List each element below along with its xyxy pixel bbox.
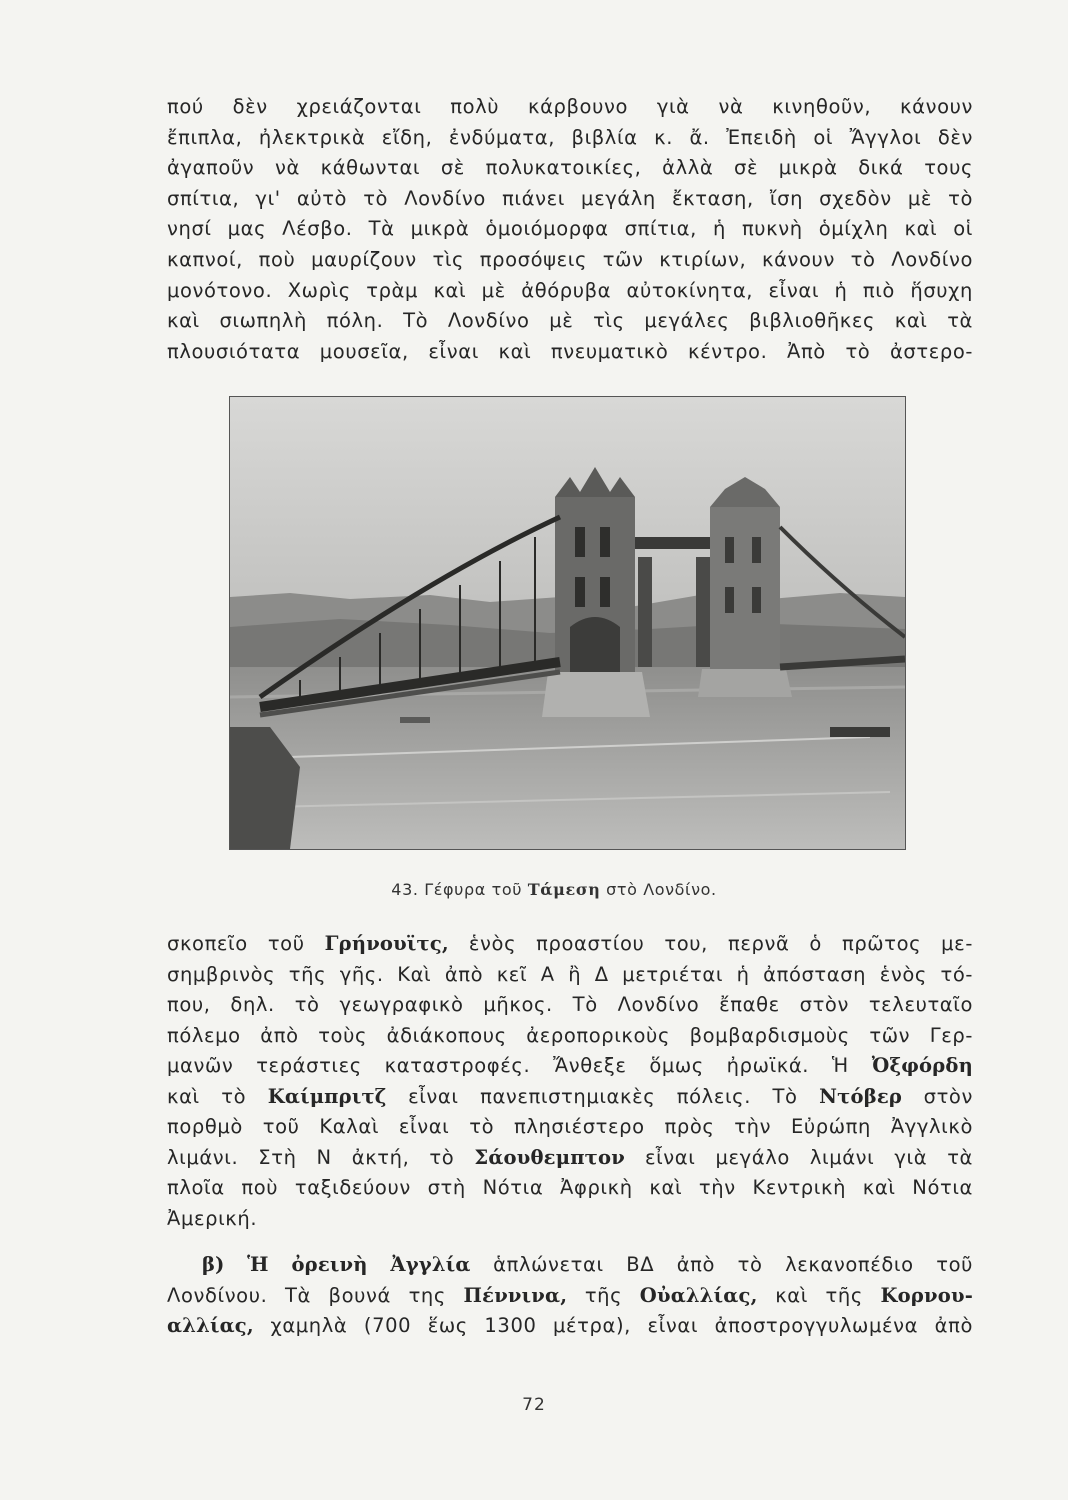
top-paragraph — [167, 92, 973, 367]
text-line: ἀγαποῦν νὰ κάθωνται σὲ πολυκατοικίες, ἀλλὰ σὲ μικρὰ δικά τους — [167, 156, 973, 180]
place-name: Γρήνουϊτς, — [324, 932, 449, 955]
text-line: καὶ σιωπηλὴ πόλη. Τὸ Λονδίνο μὲ τὶς μεγάλες βιβλιοθῆκες καὶ τὰ — [167, 309, 973, 333]
text-line: πλοῖα ποὺ ταξιδεύουν στὴ Νότια Ἀφρικὴ καὶ τὴν Κεντρικὴ καὶ Νότια — [167, 1176, 973, 1199]
tower-bridge-photo — [229, 396, 906, 850]
text-line: λιμάνι. Στὴ Ν ἀκτή, τὸ Σάουθεμπτον εἶναι μεγάλο λιμάνι γιὰ τὰ — [167, 1145, 973, 1169]
caption-text: στὸ Λονδίνο. — [606, 880, 717, 899]
text-line: πόλεμο ἀπὸ τοὺς ἀδιάκοπους ἀεροπορικοὺς βομβαρδισμοὺς τῶν Γερ- — [167, 1023, 973, 1047]
caption-text: Γέφυρα τοῦ — [424, 880, 523, 899]
text-line: σκοπεῖο τοῦ Γρήνουϊτς, ἑνὸς προαστίου του, περνᾶ ὁ πρῶτος με- — [167, 932, 973, 955]
place-name: Σάουθεμπτον — [474, 1145, 625, 1169]
caption-bold-term: Τάμεση — [527, 880, 601, 899]
place-name: Οὐαλλίας, — [639, 1283, 758, 1307]
figure-caption — [0, 880, 1068, 899]
place-name: Κορνου- — [880, 1283, 973, 1307]
paragraph-gap — [167, 1234, 973, 1250]
place-name: Πέννινα, — [463, 1283, 568, 1307]
text-line: σπίτια, γι' αὐτὸ τὸ Λονδίνο πιάνει μεγάλη ἔκταση, ἴση σχεδὸν μὲ τὸ — [167, 186, 973, 210]
text-line: μονότονο. Χωρὶς τρὰμ καὶ μὲ ἀθόρυβα αὐτοκίνητα, εἶναι ἡ πιὸ ἥσυχη — [167, 278, 973, 302]
text-line: Ἀμερική. — [167, 1206, 258, 1230]
section-heading: Ἡ ὀρεινὴ Ἀγγλία — [247, 1253, 471, 1276]
text-line: σημβρινὸς τῆς γῆς. Καὶ ἀπὸ κεῖ Α ἢ Δ μετριέται ἡ ἀπόσταση ἑνὸς τό- — [167, 962, 973, 986]
place-name: Καίμπριτζ — [267, 1084, 387, 1108]
text-line: νησί μας Λέσβο. Τὰ μικρὰ ὁμοιόμορφα σπίτια, ἡ πυκνὴ ὁμίχλη καὶ οἱ — [167, 217, 973, 241]
text-line: καπνοί, ποὺ μαυρίζουν τὶς προσόψεις τῶν κτιρίων, κάνουν τὸ Λονδίνο — [167, 247, 973, 271]
place-name: αλλίας, — [167, 1314, 254, 1337]
text-line: μανῶν τεράστιες καταστροφές. Ἄνθεξε ὅμως ἠρωϊκά. Ἡ Ὀξφόρδη — [167, 1054, 973, 1077]
text-line: Λονδίνου. Τὰ βουνά της Πέννινα, τῆς Οὐαλλίας, καὶ τῆς Κορνου- — [167, 1283, 973, 1307]
text-line: αλλίας, χαμηλὰ (700 ἕως 1300 μέτρα), εἶναι ἀποστρογγυλωμένα ἀπὸ — [167, 1314, 973, 1337]
text-line: που, δηλ. τὸ γεωγραφικὸ μῆκος. Τὸ Λονδίνο ἔπαθε στὸν τελευταῖο — [167, 993, 973, 1016]
bottom-paragraph — [167, 929, 973, 1342]
section-label: β) — [202, 1253, 225, 1276]
text-line: καὶ τὸ Καίμπριτζ εἶναι πανεπιστημιακὲς πόλεις. Τὸ Ντόβερ στὸν — [167, 1084, 973, 1108]
text-line: πού δὲν χρειάζονται πολὺ κάρβουνο γιὰ νὰ κινηθοῦν, κάνουν — [167, 95, 973, 118]
text-line: πλουσιότατα μουσεῖα, εἶναι καὶ πνευματικὸ κέντρο. Ἀπὸ τὸ ἀστερο- — [167, 339, 973, 363]
place-name: Ὀξφόρδη — [871, 1054, 973, 1077]
caption-number: 43. — [391, 880, 419, 899]
page-number: 72 — [522, 1395, 546, 1415]
bridge-illustration — [230, 397, 905, 849]
text-line: πορθμὸ τοῦ Καλαὶ εἶναι τὸ πλησιέστερο πρὸς τὴν Εὐρώπη Ἀγγλικὸ — [167, 1115, 973, 1138]
place-name: Ντόβερ — [819, 1084, 903, 1108]
section-heading-line: β) Ἡ ὀρεινὴ Ἀγγλία ἁπλώνεται ΒΔ ἀπὸ τὸ λεκανοπέδιο τοῦ — [202, 1253, 973, 1276]
text-line: ἔπιπλα, ἠλεκτρικὰ εἴδη, ἐνδύματα, βιβλία κ. ἄ. Ἐπειδὴ οἱ Ἄγγλοι δὲν — [167, 125, 973, 149]
